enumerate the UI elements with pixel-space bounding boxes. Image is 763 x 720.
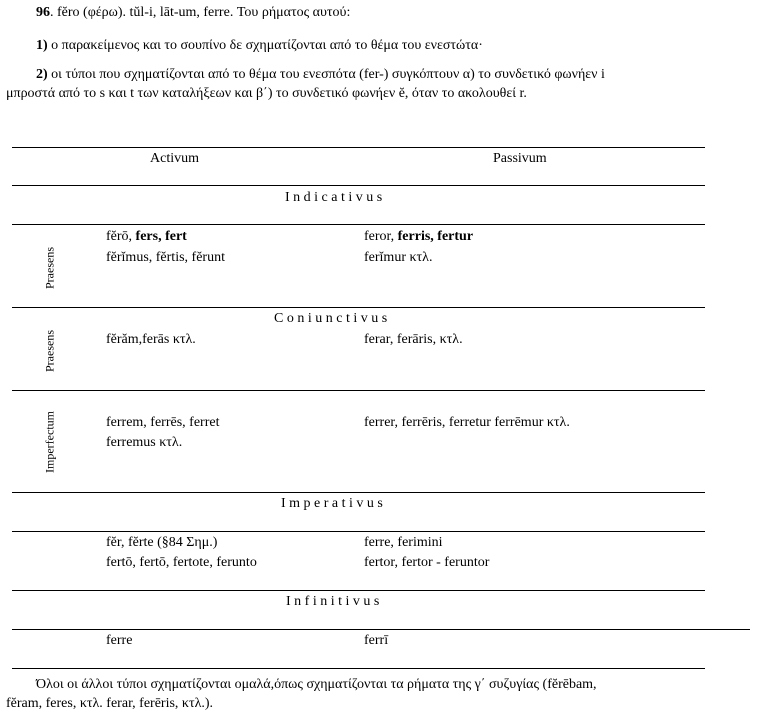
con-imperfectum-activum-line-2: ferremus κτλ. bbox=[106, 435, 183, 450]
section-title-coniunctivus: C o n i u n c t i v u s bbox=[274, 311, 388, 326]
column-header-passivum: Passivum bbox=[493, 151, 547, 166]
column-header-activum: Activum bbox=[150, 151, 199, 166]
ind-passivum-line-2: ferĭmur κτλ. bbox=[364, 250, 433, 265]
list-marker-2: 2) bbox=[36, 67, 48, 82]
imp-passivum-line-1: ferre, ferimini bbox=[364, 535, 443, 550]
inf-passivum: ferrī bbox=[364, 633, 389, 648]
imp-activum-line-2: fertō, fertō, fertote, ferunto bbox=[106, 555, 257, 570]
table-rule bbox=[12, 224, 705, 225]
list-marker-1: 1) bbox=[36, 38, 48, 53]
footer-note-line-1: Όλοι οι άλλοι τύποι σχηματίζονται ομαλά,όπως σχηματίζονται τα ρήματα της γ΄ συζυγίας (fĕrēbam, bbox=[36, 677, 597, 692]
intro-line-4: μπροστά από το s και t των καταλήξεων και β΄) το συνδετικό φωνήεν ĕ, όταν το ακολουθεί r. bbox=[6, 86, 527, 101]
row-label-imperfectum: Imperfectum bbox=[42, 411, 57, 473]
intro-line-1 bbox=[36, 5, 350, 21]
con-imperfectum-activum-line-1: ferrem, ferrēs, ferret bbox=[106, 415, 220, 430]
footer-note-line-2: fĕram, feres, κτλ. ferar, ferēris, κτλ.). bbox=[6, 696, 214, 711]
intro-line-3 bbox=[36, 67, 605, 83]
table-rule bbox=[12, 629, 750, 630]
imp-activum-line-1: fĕr, fĕrte (§84 Σημ.) bbox=[106, 535, 218, 550]
intro-line-3-text: οι τύποι που σχηματίζονται από το θέμα του ενεσπότα (fer-) συγκόπτουν α) το συνδετικό φωνήεν i bbox=[47, 67, 605, 82]
paragraph-number: 96 bbox=[36, 5, 50, 20]
con-praesens-activum: fĕrăm,ferās κτλ. bbox=[106, 332, 196, 347]
con-imperfectum-passivum: ferrer, ferrēris, ferretur ferrēmur κτλ. bbox=[364, 415, 570, 430]
table-rule bbox=[12, 531, 705, 532]
ind-activum-line-1 bbox=[106, 229, 187, 245]
inf-activum: ferre bbox=[106, 633, 133, 648]
table-rule bbox=[12, 590, 705, 591]
imp-passivum-line-2: fertor, fertor - feruntor bbox=[364, 555, 490, 570]
table-rule bbox=[12, 185, 705, 186]
table-rule bbox=[12, 390, 705, 391]
intro-line-1-text: . fĕro (φέρω). tŭl-i, lāt-um, ferre. Του ρήματος αυτού: bbox=[50, 5, 351, 20]
con-praesens-passivum: ferar, ferāris, κτλ. bbox=[364, 332, 463, 347]
section-title-infinitivus: I n f i n i t i v u s bbox=[286, 594, 380, 609]
table-rule bbox=[12, 492, 705, 493]
section-title-imperativus: I m p e r a t i v u s bbox=[281, 496, 383, 511]
table-rule-bottom bbox=[12, 668, 705, 669]
ind-activum-form-bold: fers, fert bbox=[135, 229, 187, 244]
section-title-indicativus: I n d i c a t i v u s bbox=[285, 190, 383, 205]
ind-passivum-form-bold: ferris, fertur bbox=[397, 229, 474, 244]
ind-passivum-line-1 bbox=[364, 229, 473, 245]
table-rule-top bbox=[12, 147, 705, 148]
intro-line-2 bbox=[36, 38, 483, 54]
ind-activum-form: fĕrō, bbox=[106, 229, 136, 244]
intro-line-2-text: ο παρακείμενος και το σουπίνο δε σχηματίζονται από το θέμα του ενεστώτα· bbox=[47, 38, 483, 53]
ind-passivum-form: feror, bbox=[364, 229, 398, 244]
ind-activum-line-2: fĕrĭmus, fĕrtis, fĕrunt bbox=[106, 250, 225, 265]
row-label-coniunctivus-praesens: Praesens bbox=[42, 330, 57, 372]
table-rule bbox=[12, 307, 705, 308]
row-label-indicativus-praesens: Praesens bbox=[42, 247, 57, 289]
